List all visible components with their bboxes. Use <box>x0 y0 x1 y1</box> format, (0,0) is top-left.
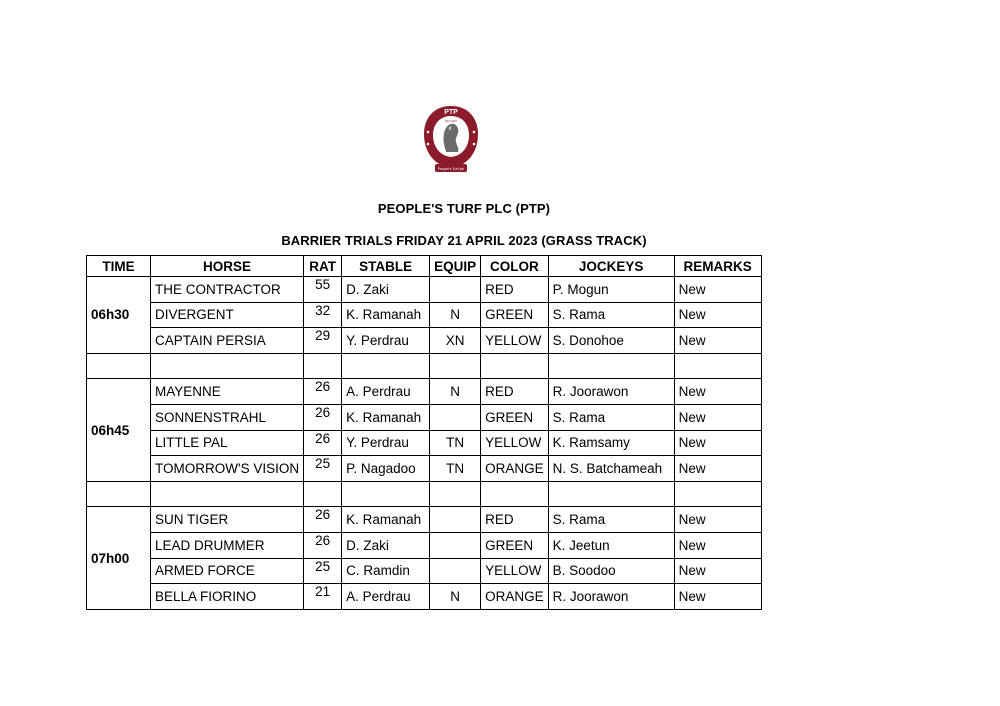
color-cell: GREEN <box>481 532 549 558</box>
table-row <box>87 584 762 610</box>
col-header-color: COLOR <box>481 256 549 277</box>
equip-cell <box>430 277 481 303</box>
logo-ring-text: EST. 2023 <box>445 120 457 123</box>
horse-cell: LEAD DRUMMER <box>151 532 304 558</box>
remarks-cell: New <box>674 584 761 610</box>
logo-bottom-text: People's Turf plc <box>437 167 465 171</box>
empty-cell <box>304 353 342 379</box>
empty-cell <box>430 353 481 379</box>
equip-cell: TN <box>430 456 481 482</box>
stable-cell: Y. Perdrau <box>342 430 430 456</box>
jockey-cell: S. Rama <box>548 302 674 328</box>
rat-cell: 26 <box>304 379 342 405</box>
horse-cell: BELLA FIORINO <box>151 584 304 610</box>
remarks-cell: New <box>674 328 761 354</box>
col-header-stable: STABLE <box>342 256 430 277</box>
stable-cell: C. Ramdin <box>342 558 430 584</box>
jockey-cell: S. Rama <box>548 507 674 533</box>
jockey-cell: B. Soodoo <box>548 558 674 584</box>
table-row <box>87 328 762 354</box>
color-cell: ORANGE <box>481 584 549 610</box>
horse-cell: ARMED FORCE <box>151 558 304 584</box>
equip-cell: N <box>430 379 481 405</box>
time-cell: 06h45 <box>87 379 151 481</box>
table-row <box>87 379 762 405</box>
empty-cell <box>342 353 430 379</box>
rat-cell: 26 <box>304 532 342 558</box>
col-header-jockeys: JOCKEYS <box>548 256 674 277</box>
rat-cell: 21 <box>304 584 342 610</box>
horse-cell: TOMORROW'S VISION <box>151 456 304 482</box>
horse-cell: SONNENSTRAHL <box>151 404 304 430</box>
equip-cell: N <box>430 302 481 328</box>
logo-top-text: PTP <box>444 109 458 116</box>
remarks-cell: New <box>674 507 761 533</box>
stable-cell: P. Nagadoo <box>342 456 430 482</box>
color-cell: YELLOW <box>481 430 549 456</box>
jockey-cell: K. Jeetun <box>548 532 674 558</box>
remarks-cell: New <box>674 532 761 558</box>
horse-cell: DIVERGENT <box>151 302 304 328</box>
table-row <box>87 277 762 303</box>
empty-cell <box>481 481 549 507</box>
equip-cell <box>430 558 481 584</box>
empty-cell <box>151 353 304 379</box>
empty-cell <box>481 353 549 379</box>
col-header-time: TIME <box>87 256 151 277</box>
page-title: BARRIER TRIALS FRIDAY 21 APRIL 2023 (GRASS TRACK) <box>281 233 647 248</box>
color-cell: RED <box>481 277 549 303</box>
jockey-cell: N. S. Batchameah <box>548 456 674 482</box>
separator-row <box>87 353 762 379</box>
separator-row <box>87 481 762 507</box>
stable-cell: K. Ramanah <box>342 404 430 430</box>
remarks-cell: New <box>674 558 761 584</box>
stable-cell: D. Zaki <box>342 277 430 303</box>
table-row <box>87 558 762 584</box>
remarks-cell: New <box>674 456 761 482</box>
empty-cell <box>674 481 761 507</box>
table-row <box>87 456 762 482</box>
stable-cell: D. Zaki <box>342 532 430 558</box>
horse-cell: THE CONTRACTOR <box>151 277 304 303</box>
barrier-trials-table <box>86 255 762 610</box>
empty-cell <box>87 353 151 379</box>
jockey-cell: P. Mogun <box>548 277 674 303</box>
rat-cell: 29 <box>304 328 342 354</box>
org-heading: PEOPLE'S TURF PLC (PTP) <box>377 201 551 216</box>
stable-cell: A. Perdrau <box>342 584 430 610</box>
col-header-horse: HORSE <box>151 256 304 277</box>
empty-cell <box>674 353 761 379</box>
rat-cell: 26 <box>304 430 342 456</box>
table-row <box>87 430 762 456</box>
color-cell: YELLOW <box>481 558 549 584</box>
empty-cell <box>87 481 151 507</box>
empty-cell <box>430 481 481 507</box>
time-cell: 07h00 <box>87 507 151 609</box>
remarks-cell: New <box>674 404 761 430</box>
ptp-logo <box>420 104 482 176</box>
color-cell: GREEN <box>481 302 549 328</box>
table-body <box>87 277 762 610</box>
stable-cell: K. Ramanah <box>342 507 430 533</box>
empty-cell <box>548 353 674 379</box>
empty-cell <box>304 481 342 507</box>
jockey-cell: K. Ramsamy <box>548 430 674 456</box>
rat-cell: 55 <box>304 277 342 303</box>
table-row <box>87 532 762 558</box>
color-cell: GREEN <box>481 404 549 430</box>
equip-cell: TN <box>430 430 481 456</box>
stable-cell: K. Ramanah <box>342 302 430 328</box>
stable-cell: A. Perdrau <box>342 379 430 405</box>
equip-cell <box>430 532 481 558</box>
equip-cell <box>430 404 481 430</box>
color-cell: YELLOW <box>481 328 549 354</box>
rat-cell: 32 <box>304 302 342 328</box>
equip-cell: N <box>430 584 481 610</box>
col-header-equip: EQUIP <box>430 256 481 277</box>
col-header-remarks: REMARKS <box>674 256 761 277</box>
stable-cell: Y. Perdrau <box>342 328 430 354</box>
horse-cell: CAPTAIN PERSIA <box>151 328 304 354</box>
col-header-rat: RAT <box>304 256 342 277</box>
jockey-cell: R. Joorawon <box>548 379 674 405</box>
remarks-cell: New <box>674 302 761 328</box>
table-header-row <box>87 256 762 277</box>
color-cell: RED <box>481 379 549 405</box>
empty-cell <box>548 481 674 507</box>
equip-cell: XN <box>430 328 481 354</box>
rat-cell: 26 <box>304 507 342 533</box>
rat-cell: 26 <box>304 404 342 430</box>
color-cell: ORANGE <box>481 456 549 482</box>
table-row <box>87 302 762 328</box>
table-row <box>87 404 762 430</box>
empty-cell <box>342 481 430 507</box>
jockey-cell: R. Joorawon <box>548 584 674 610</box>
equip-cell <box>430 507 481 533</box>
color-cell: RED <box>481 507 549 533</box>
horse-cell: MAYENNE <box>151 379 304 405</box>
empty-cell <box>151 481 304 507</box>
remarks-cell: New <box>674 277 761 303</box>
rat-cell: 25 <box>304 558 342 584</box>
horse-cell: SUN TIGER <box>151 507 304 533</box>
jockey-cell: S. Donohoe <box>548 328 674 354</box>
horse-cell: LITTLE PAL <box>151 430 304 456</box>
time-cell: 06h30 <box>87 277 151 354</box>
table-row <box>87 507 762 533</box>
rat-cell: 25 <box>304 456 342 482</box>
jockey-cell: S. Rama <box>548 404 674 430</box>
remarks-cell: New <box>674 430 761 456</box>
remarks-cell: New <box>674 379 761 405</box>
